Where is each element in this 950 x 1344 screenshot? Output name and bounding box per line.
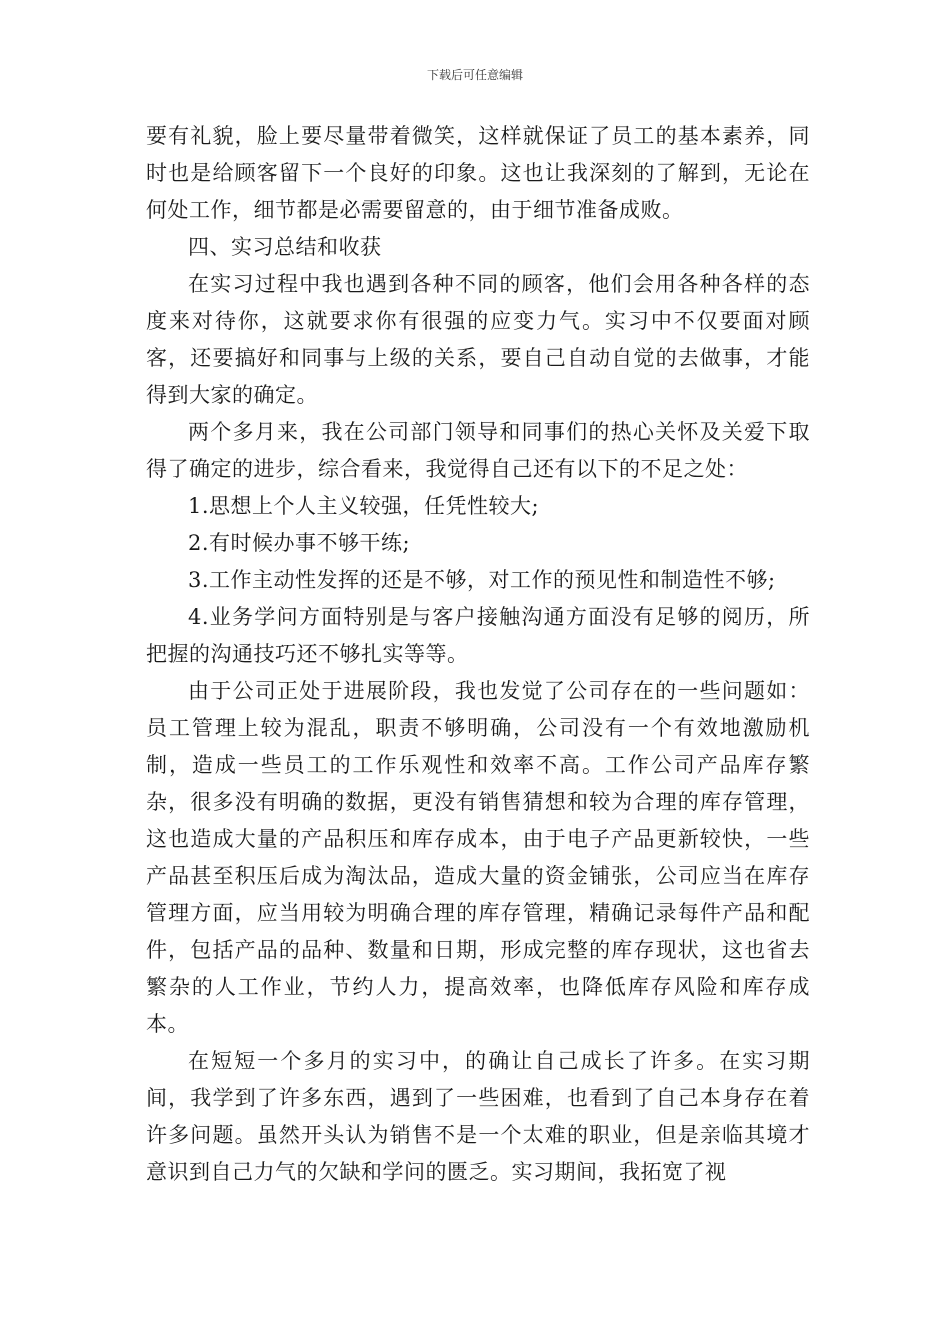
list-item: 3.工作主动性发挥的还是不够，对工作的预见性和制造性不够; [188, 568, 776, 592]
paragraph: 在短短一个多月的实习中，的确让自己成长了许多。在实习期间，我学到了许多东西，遇到了一些困难，也看到了自己本身存在着许多问题。虽然开头认为销售不是一个太难的职业，但是亲临其境才意识到自己力气的欠缺和学问的匮乏。实习期间，我拓宽了视 [146, 1049, 810, 1184]
paragraph: 在实习过程中我也遇到各种不同的顾客，他们会用各种各样的态度来对待你，这就要求你有很强的应变力气。实习中不仅要面对顾客，还要搞好和同事与上级的关系，要自己自动自觉的去做事，才能得到大家的确定。 [146, 272, 810, 407]
paragraph: 两个多月来，我在公司部门领导和同事们的热心关怀及关爱下取得了确定的进步，综合看来，我觉得自己还有以下的不足之处： [146, 420, 810, 481]
section-heading: 四、实习总结和收获 [188, 235, 382, 259]
list-item: 2.有时候办事不够干练; [188, 531, 411, 555]
page-header: 下载后可任意编辑 [426, 68, 523, 82]
document-body [146, 118, 810, 1191]
list-item: 4.业务学问方面特别是与客户接触沟通方面没有足够的阅历，所把握的沟通技巧还不够扎实等等。 [146, 605, 810, 666]
list-item: 1.思想上个人主义较强，任凭性较大; [188, 494, 540, 518]
paragraph-continued: 要有礼貌，脸上要尽量带着微笑，这样就保证了员工的基本素养，同时也是给顾客留下一个良好的印象。这也让我深刻的了解到，无论在何处工作，细节都是必需要留意的，由于细节准备成败。 [146, 124, 810, 222]
paragraph: 由于公司正处于进展阶段，我也发觉了公司存在的一些问题如：员工管理上较为混乱，职责不够明确，公司没有一个有效地激励机制，造成一些员工的工作乐观性和效率不高。工作公司产品库存繁杂，很多没有明确的数据，更没有销售猜想和较为合理的库存管理，这也造成大量的产品积压和库存成本，由于电子产品更新较快，一些产品甚至积压后成为淘汰品，造成大量的资金铺张，公司应当在库存管理方面，应当用较为明确合理的库存管理，精确记录每件产品和配件，包括产品的品种、数量和日期，形成完整的库存现状，这也省去繁杂的人工作业，节约人力，提高效率，也降低库存风险和库存成本。 [146, 679, 810, 1036]
